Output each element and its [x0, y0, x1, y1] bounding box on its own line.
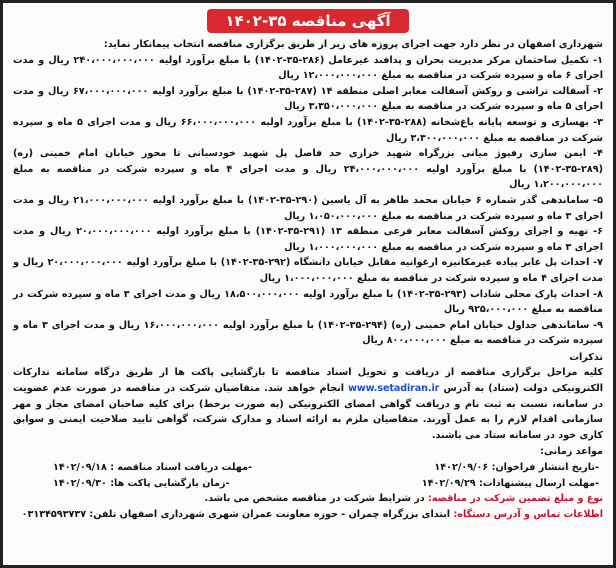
opening-date: -زمان بازگشایی پاکت ها: ۱۴۰۲/۰۹/۳۰ — [53, 477, 230, 489]
notes-text — [13, 365, 603, 443]
publish-date: -تاریخ انتشار فراخوان: ۱۴۰۲/۰۹/۰۶ — [434, 462, 599, 474]
tender-item-6: ۶- تهیه و اجرای روکش آسفالت معابر فرعی منطقه ۱۳ (۲۹۱-۳۵-۱۴۰۲) با مبلغ برآورد اولیه ۲۰،۰۰۰،۰۰۰،۰۰۰ ریال و مدت اجرای ۳ ماه و سپرده شرکت در مناقصه به مبلغ ۱،۰۰۰،۰۰۰،۰۰۰ ریال — [13, 226, 603, 253]
setad-link[interactable]: www.setadiran.ir — [348, 383, 440, 395]
tender-item-9: ۹- ساماندهی جداول خیابان امام خمینی (ره) (۲۹۴-۳۵-۱۴۰۲) با مبلغ برآورد اولیه ۱۶،۰۰۰،۰۰۰،۰۰۰ ریال و مدت اجرای ۳ ماه و سپرده شرکت در مناقصه به مبلغ ۸۰۰،۰۰۰،۰۰۰ ریال — [13, 319, 603, 347]
guarantee-label: نوع و مبلغ تضمین شرکت در مناقصه: — [428, 493, 603, 505]
notice-title: آگهی مناقصه ۳۵-۱۴۰۲ — [207, 9, 408, 33]
contact-label: اطلاعات تماس و آدرس دستگاه: — [453, 508, 603, 520]
contact-line — [13, 507, 603, 523]
tender-item-3: ۳- بهسازی و توسعه پایانه باغ‌شخانه (۲۸۸-۳۵-۱۴۰۲) با مبلغ برآورد اولیه ۶۶،۰۰۰،۰۰۰،۰۰۰ ریال و مدت اجرای ۵ ماه و سپرده شرکت در مناقصه به مبلغ ۳،۳۰۰،۰۰۰،۰۰۰ ریال — [13, 116, 603, 144]
guarantee-line — [13, 491, 603, 507]
dates-row-2 — [13, 476, 603, 492]
notes-after-url: انجام خواهد شد. متقاضیان شرکت در مناقصه در صورت عدم عضویت در سامانه، نسبت به ثبت نام و دریافت گواهی امضای الکترونیکی (به صورت برخط) برای کلیه صاحبان امضای مجاز و مهر سازمانی اقدام لازم را به عمل آورند. متقاضیان ملزم به ارائه اسناد و مدارک شرکت، گواهی تایید صلاحیت ایمنی و سوابق کاری خود در سامانه ستاد می باشند. — [13, 383, 603, 441]
notes-before-url: کلیه مراحل برگزاری مناقصه از دریافت و تحویل اسناد مناقصه تا بازگشایی پاکت ها از طریق درگاه سامانه تدارکات الکترونیکی دولت (ستاد) به آدرس — [13, 367, 604, 395]
guarantee-text: در شرایط شرکت در مناقصه مشخص می باشد. — [204, 493, 425, 505]
tender-item-4: ۴- ایمن سازی رفیوژ میانی بزرگراه شهید خرازی حد فاصل پل شهید خودسیانی تا محور خیابان امام خمینی (ره) (۲۸۹-۳۵-۱۴۰۲) با مبلغ برآورد اولیه ۲۴،۰۰۰،۰۰۰،۰۰۰ ریال و مدت اجرای ۴ ماه و سپرده شرکت در مناقصه به مبلغ ۱،۲۰۰،۰۰۰،۰۰۰ ریال — [13, 148, 603, 191]
tender-item-1: ۱- تکمیل ساختمان مرکز مدیریت بحران و پدافند غیرعامل (۲۸۶-۳۵-۱۴۰۲) با مبلغ برآورد اولیه ۲۴۰،۰۰۰،۰۰۰،۰۰۰ ریال و مدت اجرای ۶ ماه و سپرده شرکت در مناقصه به مبلغ ۱۲،۰۰۰،۰۰۰،۰۰۰ ریال — [13, 54, 603, 82]
tender-item-2: ۲- آسفالت تراشی و روکش آسفالت معابر اصلی منطقه ۱۴ (۲۸۷-۳۵-۱۴۰۲) با مبلغ برآورد اولیه ۶۷،۰۰۰،۰۰۰،۰۰۰ ریال و مدت اجرای ۵ ماه و سپرده شرکت در مناقصه به مبلغ ۳،۳۵۰،۰۰۰،۰۰۰ ریال — [13, 85, 603, 113]
contact-text: ابتدای بزرگراه چمران - حوزه معاونت عمران شهری شهرداری اصفهان تلفن: ۰۳۱۳۴۵۹۳۷۳۷ — [21, 508, 451, 520]
dates-title: مواعد زمانی: — [540, 446, 603, 458]
receive-deadline: -مهلت دریافت اسناد مناقصه : ۱۴۰۲/۰۹/۱۸ — [53, 462, 252, 474]
dates-row-1 — [13, 460, 603, 476]
submit-deadline: -مهلت ارسال پیشنهادات: ۱۴۰۲/۰۹/۲۹ — [421, 477, 599, 489]
title-wrap — [13, 9, 603, 33]
tender-item-8: ۸- احداث پارک محلی شاداب (۲۹۳-۳۵-۱۴۰۲) با مبلغ برآورد اولیه ۱۸،۵۰۰،۰۰۰،۰۰۰ ریال و مدت اجرای ۳ ماه و سپرده شرکت در مناقصه به مبلغ ۹۲۵،۰۰۰،۰۰۰ ریال — [13, 288, 603, 316]
tender-item-5: ۵- ساماندهی گذر شماره ۶ خیابان محمد طاهر به آل یاسین (۲۹۰-۳۵-۱۴۰۲) با مبلغ برآورد اولیه ۲۱،۰۰۰،۰۰۰،۰۰۰ ریال و مدت اجرای ۳ ماه و سپرده شرکت در مناقصه به مبلغ ۱،۰۵۰،۰۰۰،۰۰۰ ریال — [13, 194, 603, 222]
intro-text: شهرداری اصفهان در نظر دارد جهت اجرای پروژه های زیر از طریق برگزاری مناقصه انتخاب پیمانکار نماید: — [103, 39, 603, 50]
tender-item-7: ۷- احداث پل عابر پیاده غیرمکانیزه ارغوانیه مقابل خیابان دانشگاه (۲۹۲-۳۵-۱۴۰۲) با مبلغ برآورد اولیه ۲۰،۰۰۰،۰۰۰،۰۰۰ ریال و مدت اجرای ۴ ماه و سپرده شرکت در مناقصه به مبلغ ۱،۰۰۰،۰۰۰،۰۰۰ ریال — [13, 257, 603, 284]
notes-title: تذکرات — [569, 351, 603, 363]
